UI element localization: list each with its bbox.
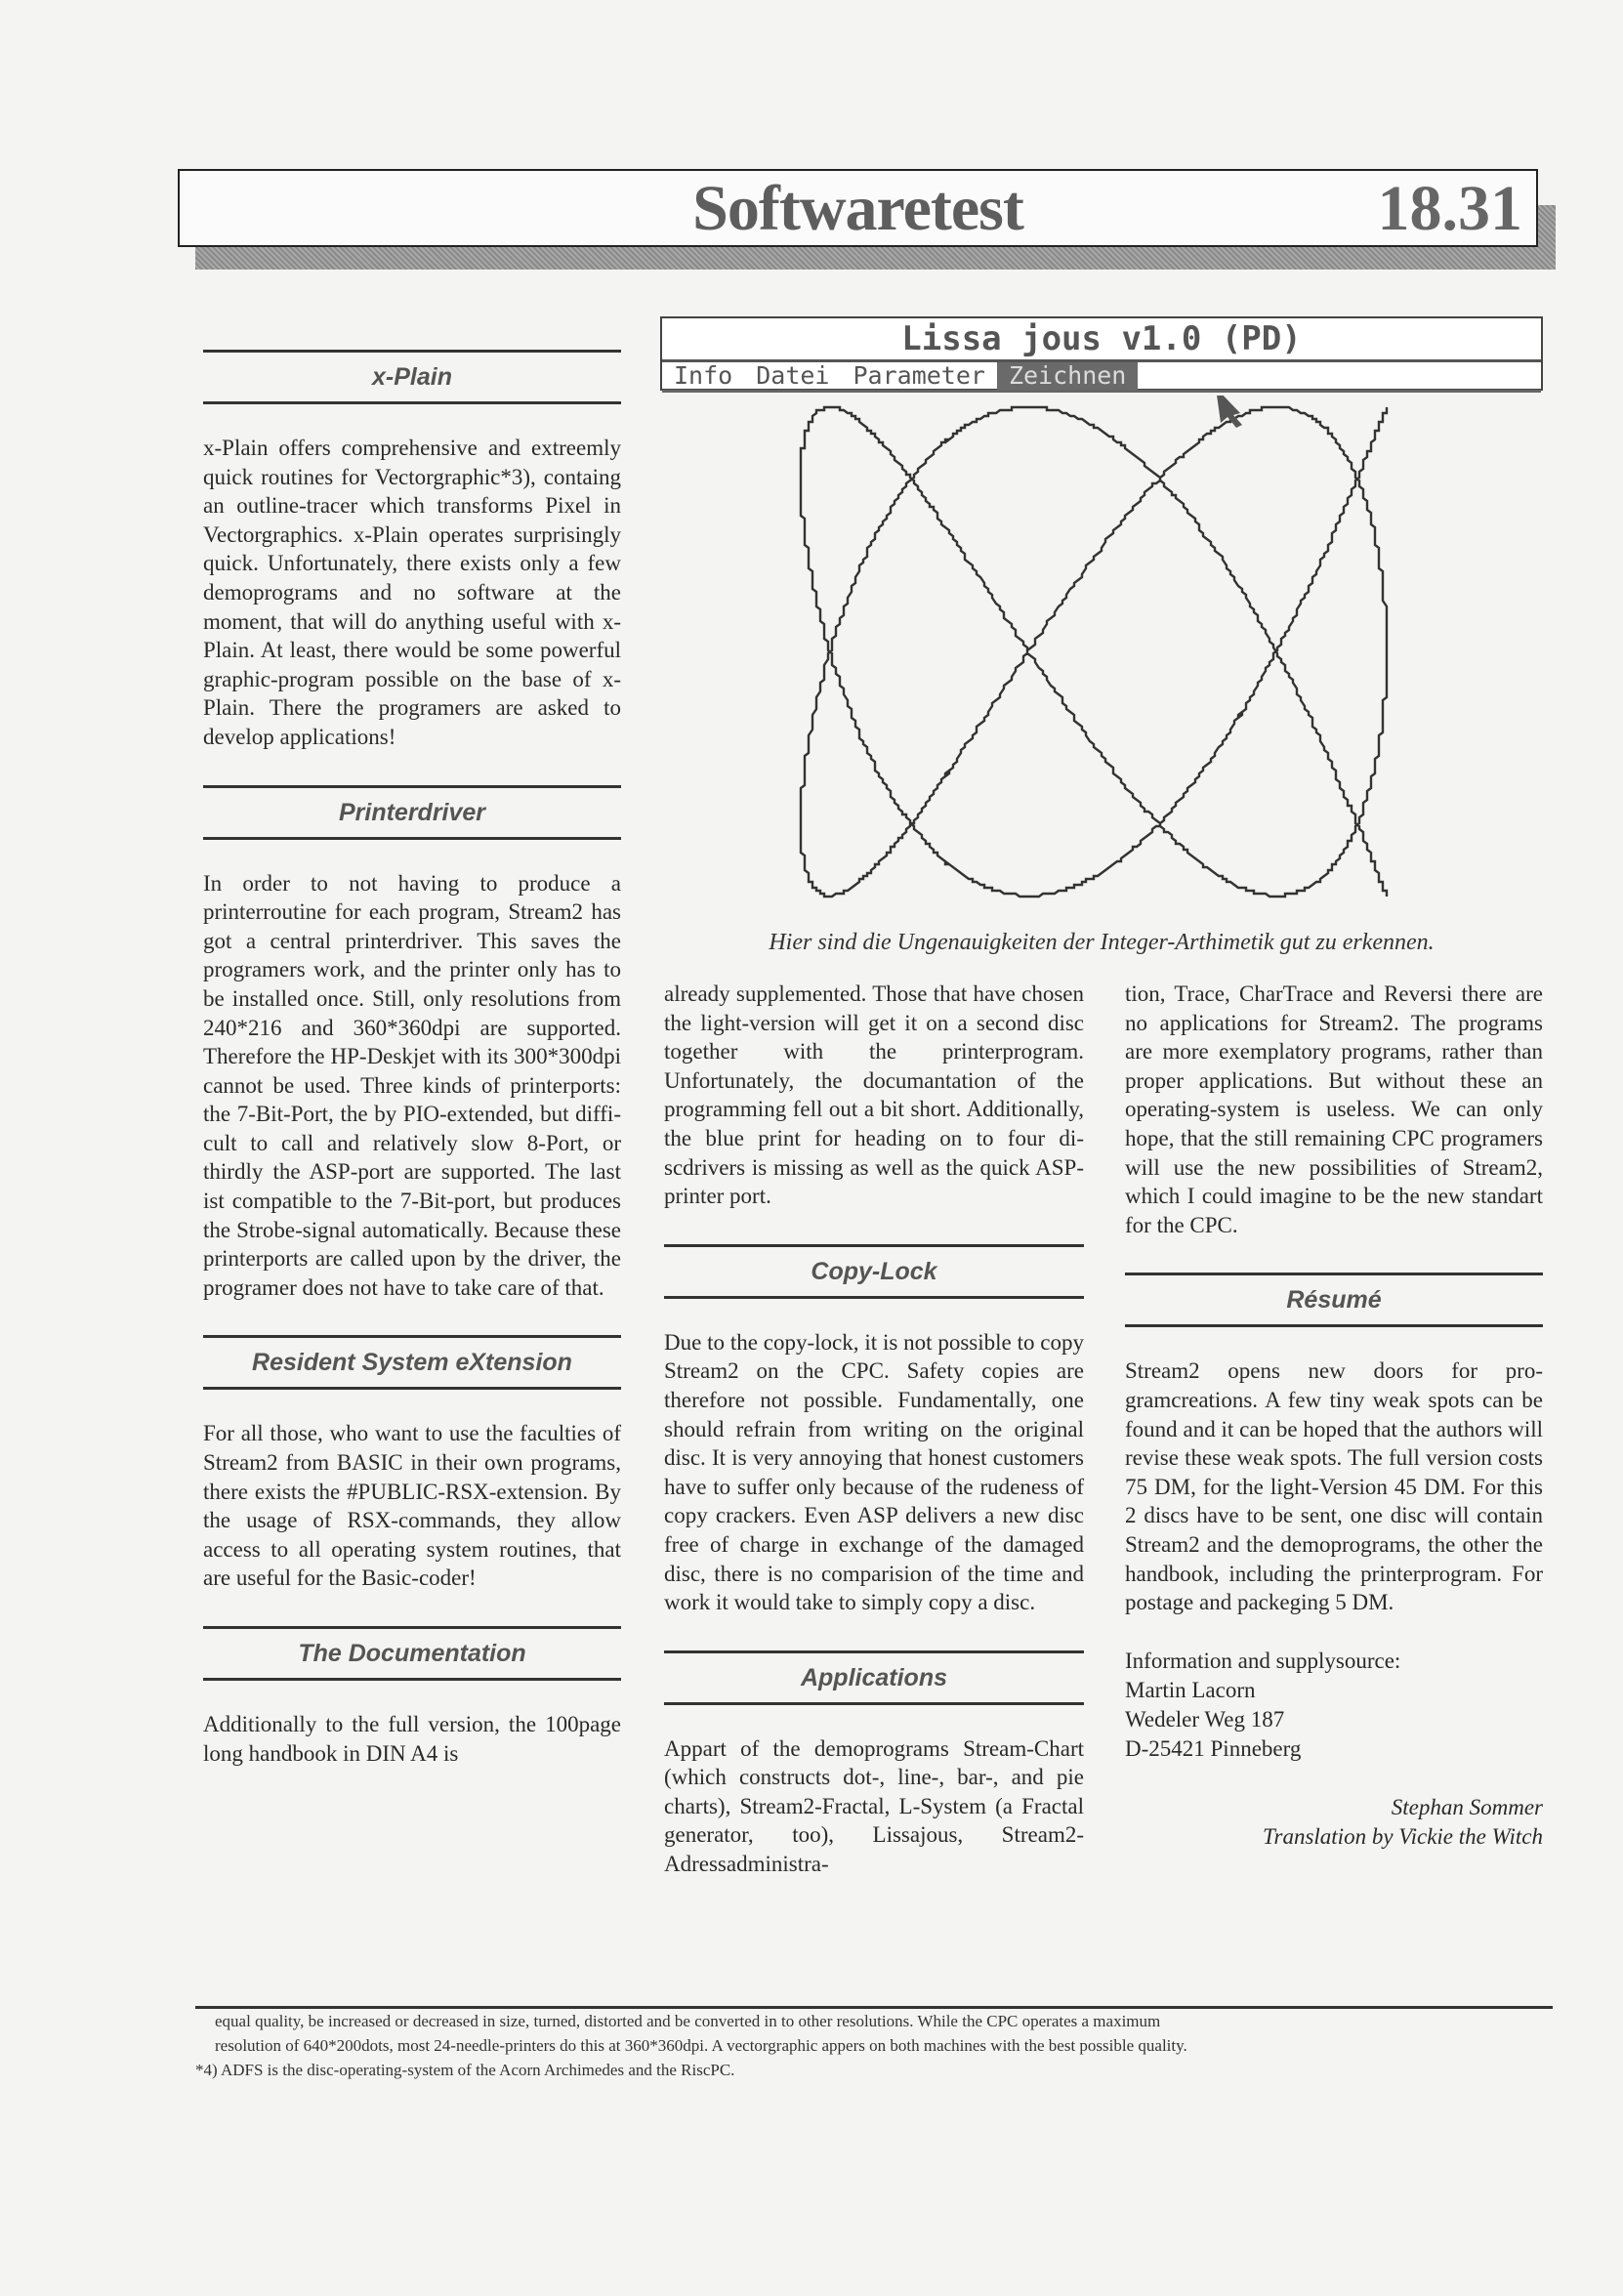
- lissajous-figure: [781, 396, 1406, 908]
- section-body-applications-continued: tion, Trace, CharTrace and Reversi there are no applications for Stream2. The programs are more exemplatory programs, rather than proper applications. But without these an operating-system is useless. We can only hope, that the still remaining CPC programers will use the new possibilities of Stream2, which I could imagine to be the new standart for the CPC.: [1125, 981, 1543, 1237]
- section-body-applications-start: Appart of the demoprograms Stream-Chart (which constructs dot-, line-, bar-, and pie charts), Stream2-Fractal, L-System (a Fractal generator, too), Lissajous, Stream2-Adressadministra-: [664, 1735, 1084, 1877]
- section-heading-applications: Applications: [664, 1650, 1084, 1705]
- footnote-3-continued-line2: resolution of 640*200dots, most 24-needle-printers do this at 360*360dpi. A vectorgraphic appers on both machines with the best possible quality.: [215, 2036, 1187, 2055]
- supply-label: Information and supplysource:: [1125, 1648, 1401, 1673]
- section-heading-xplain: x-Plain: [203, 350, 621, 404]
- supply-name: Martin Lacorn: [1125, 1677, 1256, 1702]
- section-heading-resume: Résumé: [1125, 1273, 1543, 1327]
- footnotes: [195, 2006, 1553, 2082]
- credits: [1125, 1793, 1543, 1852]
- app-menu-bar: [662, 362, 1541, 393]
- app-title: Lissa jous v1.0 (PD): [662, 318, 1541, 362]
- section-body-documentation-continued: already supplemented. Those that have chosen the light-version will get it on a second disc together with the printerprogram. Unfortunately, the documantation of the programming fell out a bit short. Additionally, the blue print for heading on to four discdrivers is missing as well as the quick ASP-printer port.: [664, 981, 1084, 1209]
- page-header: [178, 169, 1538, 247]
- section-body-documentation-start: Additionally to the full version, the 100page long handbook in DIN A4 is: [203, 1712, 621, 1766]
- column-middle: [664, 980, 1084, 1879]
- menu-info: Info: [674, 361, 733, 390]
- section-heading-rsx: Resident System eXtension: [203, 1335, 621, 1390]
- translator: Translation by Vickie the Witch: [1262, 1823, 1543, 1849]
- supply-street: Wedeler Weg 187: [1125, 1706, 1285, 1732]
- footnote-3-continued-line1: equal quality, be increased or decreased in size, turned, distorted and be converted in to other resolutions. While the CPC operates a maximum: [215, 2012, 1161, 2030]
- column-left: [203, 350, 621, 1768]
- section-body-printerdriver: In order to not having to produce a printerroutine for each program, Stream2 has got a central printerdriver. This saves the programers work, and the printer only has to be installed once. Still, only resolutions from 240*216 and 360*360dpi are supported. Therefore the HP-Deskjet with its 300*300dpi cannot be used. Three kinds of printerports: the 7-Bit-Port, the by PIO-extended, but difficult to call and relatively slow 8-Port, or thirdly the ASP-port are supported. The last ist compatible to the 7-Bit-port, but produces the Strobe-signal automatically. Because these printerports are called upon by the driver, the programer does not have to take care of that.: [203, 870, 621, 1300]
- lissajous-app-window: [660, 316, 1543, 391]
- section-heading-documentation: The Documentation: [203, 1626, 621, 1681]
- figure-caption: Hier sind die Ungenauigkeiten der Integer-Arthimetik gut zu erkennen.: [769, 930, 1435, 955]
- section-heading-printerdriver: Printerdriver: [203, 785, 621, 840]
- author: Stephan Sommer: [1391, 1794, 1543, 1819]
- section-body-copylock: Due to the copy-lock, it is not possible to copy Stream2 on the CPC. Safety copies are therefore not possible. Fundamentally, one should refrain from writing on the original disc. It is very annoying that honest customers have to suffer only because of the rudeness of copy crackers. Even ASP delivers a new disc free of charge in exchange of the damaged disc, there is no comparision of the time and work it would take to simply copy a disc.: [664, 1329, 1084, 1615]
- supply-city: D-25421 Pinneberg: [1125, 1735, 1302, 1761]
- menu-zeichnen: Zeichnen: [997, 362, 1138, 390]
- page-number: 18.31: [1377, 173, 1522, 244]
- footnote-4: *4) ADFS is the disc-operating-system of the Acorn Archimedes and the RiscPC.: [195, 2061, 735, 2079]
- column-right: [1125, 980, 1543, 1852]
- supply-address: [1125, 1647, 1543, 1764]
- section-heading-copylock: Copy-Lock: [664, 1244, 1084, 1299]
- menu-parameter: Parameter: [853, 361, 985, 390]
- menu-datei: Datei: [756, 361, 830, 390]
- page-title: Softwaretest: [692, 173, 1023, 244]
- section-body-xplain: x-Plain offers comprehensive and extreemly quick routines for Vectorgraphic*3), containg an outline-tracer which transforms Pixel in Vectorgraphics. x-Plain operates surprisingly quick. Unfortunately, there exists only a few demoprograms and no software at the moment, that will do anything useful with x-Plain. At least, there would be some powerful graphic-program possible on the base of x-Plain. There the programers are asked to develop applications!: [203, 436, 621, 749]
- section-body-resume: Stream2 opens new doors for programcreations. A few tiny weak spots can be found and it can be hoped that the authors will revise these weak spots. The full version costs 75 DM, for the light-Version 45 DM. For this 2 discs have to be sent, one disc will contain Stream2 and the demoprograms, the other the handbook, including the printerprogram. For postage and packeging 5 DM.: [1125, 1358, 1543, 1615]
- section-body-rsx: For all those, who want to use the faculties of Stream2 from BASIC in their own programs, there exists the #PUBLIC-RSX-extension. By the usage of RSX-commands, they allow access to all operating system routines, that are useful for the Basic-coder!: [203, 1421, 621, 1591]
